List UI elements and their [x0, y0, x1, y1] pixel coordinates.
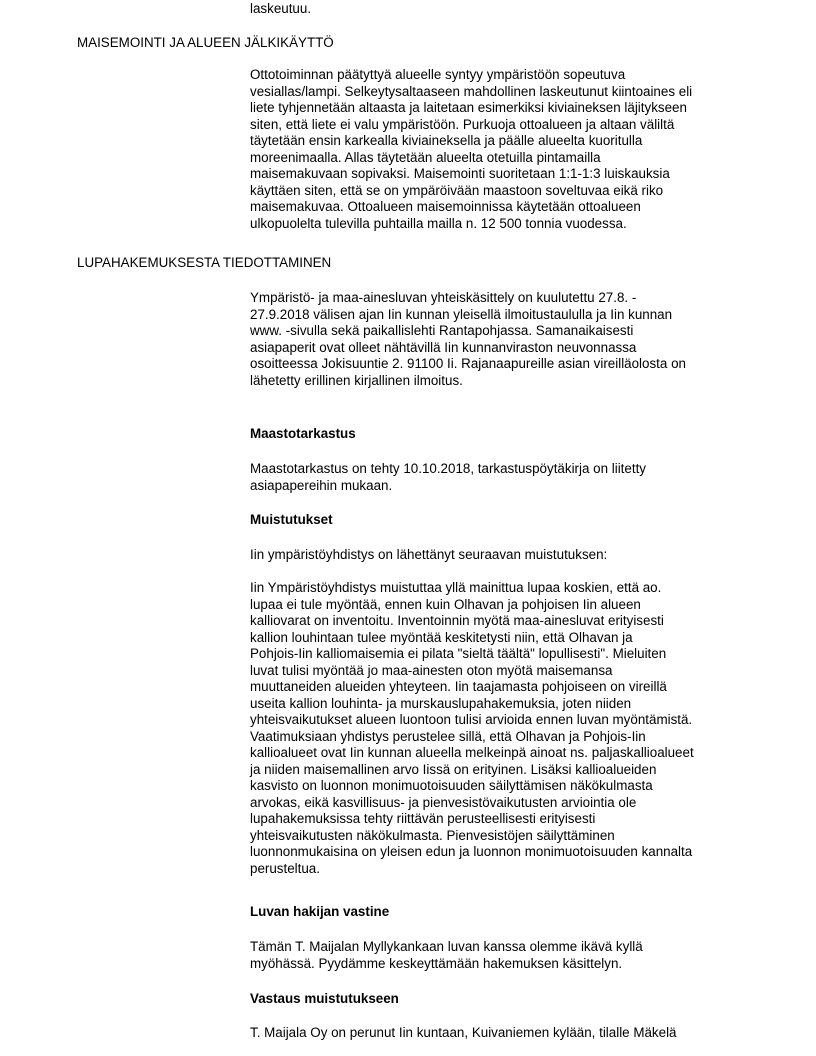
vastine-paragraph — [250, 939, 750, 972]
paragraph-line: siten, että liete ei valu ympäristöön. Purkuoja ottoalueen ja altaan väliltä — [250, 116, 675, 132]
paragraph-line: luonnonmukaisina on yleisen edun ja luonnon monimuotoisuuden kannalta — [250, 844, 693, 859]
paragraph-line: yhteisvaikutukset alueen luontoon tulisi arvioida ennen luvan myöntämistä. — [250, 712, 693, 727]
paragraph-line: yhteisvaikutusten näkökulmasta. Pienvesistöjen säilyttäminen — [250, 827, 615, 843]
paragraph-line: käyttäen siten, että se on ympäröivään maastoon soveltuvaa eikä riko — [250, 182, 664, 198]
paragraph-line: lähetetty erillinen kirjallinen ilmoitus. — [250, 372, 463, 388]
paragraph-line: Pohjois-Iin kalliomaisemia ei pilata "sieltä täältä" lopullisesti". Mieluiten — [250, 646, 667, 661]
section-heading-maisemointi: MAISEMOINTI JA ALUEEN JÄLKIKÄYTTÖ — [77, 35, 334, 50]
subheading-vastaus: Vastaus muistutukseen — [250, 991, 399, 1006]
paragraph-line: Ympäristö- ja maa-ainesluvan yhteiskäsittely on kuulutettu 27.8. - — [250, 290, 637, 305]
vastaus-paragraph — [250, 1025, 750, 1042]
paragraph-line: maisemakuvaan sopivaksi. Maisemointi suoritetaan 1:1-1:3 luiskauksia — [250, 166, 670, 181]
maisemointi-paragraph — [250, 67, 750, 232]
paragraph-line: vesiallas/lampi. Selkeytysaltaaseen mahdollinen laskeutunut kiintoaines eli — [250, 83, 693, 99]
paragraph-line: Tämän T. Maijalan Myllykankaan luvan kanssa olemme ikävä kyllä — [250, 939, 643, 954]
subheading-vastine: Luvan hakijan vastine — [250, 904, 390, 919]
paragraph-line: asiapaperit ovat olleet nähtävillä Iin kunnanviraston neuvonnassa — [250, 339, 637, 355]
paragraph-line: asiapapereihin mukaan. — [250, 477, 393, 493]
subheading-maastotarkastus: Maastotarkastus — [250, 426, 356, 441]
continuation-text: laskeutuu. — [250, 1, 312, 16]
paragraph-line: luvat tulisi myöntää jo maa-ainesten oton myötä maisemansa — [250, 662, 613, 678]
paragraph-line: osoitteessa Jokisuuntie 2. 91100 Ii. Rajanaapureille asian vireilläolosta on — [250, 356, 686, 371]
muistutukset-intro: Iin ympäristöyhdistys on lähettänyt seuraavan muistutuksen: — [250, 547, 608, 562]
paragraph-line: arvokas, eikä kasvillisuus- ja pienvesistövaikutusten arviointia ole — [250, 794, 637, 810]
paragraph-line: maisemakuvaa. Ottoalueen maisemoinnissa käytetään ottoalueen — [250, 199, 641, 214]
paragraph-line: kallion louhintaan tulee myöntää keskitetysti niin, että Olhavan ja — [250, 629, 633, 645]
paragraph-line: Maastotarkastus on tehty 10.10.2018, tarkastuspöytäkirja on liitetty — [250, 461, 646, 476]
section-heading-tiedottaminen: LUPAHAKEMUKSESTA TIEDOTTAMINEN — [77, 255, 332, 270]
paragraph-line: kasvisto on luonnon monimuotoisuuden säilyttämisen näkökulmasta — [250, 778, 653, 793]
paragraph-line: moreenimaalla. Allas täytetään alueelta otetuilla pintamailla — [250, 149, 601, 165]
paragraph-line: T. Maijala Oy on perunut Iin kuntaan, Kuivaniemen kylään, tilalle Mäkelä — [250, 1025, 677, 1040]
paragraph-line: lupahakemuksissa tehty riittävän perusteellisesti erityisesti — [250, 811, 596, 826]
subheading-muistutukset: Muistutukset — [250, 512, 333, 527]
paragraph-line: Iin Ympäristöyhdistys muistuttaa yllä mainittua lupaa koskien, että ao. — [250, 580, 662, 595]
paragraph-line: 27.9.2018 välisen ajan Iin kunnan yleisellä ilmoitustaululla ja Iin kunnan — [250, 306, 673, 322]
paragraph-line: Ottotoiminnan päätyttyä alueelle syntyy ympäristöön sopeutuva — [250, 67, 626, 82]
maastotarkastus-paragraph — [250, 461, 750, 494]
paragraph-line: Vaatimuksiaan yhdistys perustelee sillä, että Olhavan ja Pohjois-Iin — [250, 728, 646, 744]
tiedottaminen-paragraph — [250, 290, 750, 389]
paragraph-line: muuttaneiden alueiden yhteyteen. Iin taajamasta pohjoiseen on vireillä — [250, 679, 667, 694]
muistutukset-paragraph — [250, 580, 750, 877]
paragraph-line: kalliovarat on inventoitu. Inventoinnin myötä maa-ainesluvat erityisesti — [250, 613, 664, 628]
paragraph-line: lupaa ei tule myöntää, ennen kuin Olhavan ja pohjoisen Iin alueen — [250, 596, 641, 612]
paragraph-line: www. -sivulla sekä paikallislehti Rantapohjassa. Samanaikaisesti — [250, 323, 634, 338]
paragraph-line: ja niiden maisemallinen arvo Iissä on erityinen. Lisäksi kallioalueiden — [250, 761, 657, 777]
paragraph-line: myöhässä. Pyydämme keskeyttämään hakemuksen käsittelyn. — [250, 955, 623, 971]
paragraph-line: liete tyhjennetään altaasta ja laitetaan esimerkiksi kiviaineksen läjitykseen — [250, 100, 687, 115]
paragraph-line: useita kallion louhinta- ja murskauslupahakemuksia, joten niiden — [250, 695, 632, 711]
paragraph-line: ulkopuolelta tulevilla puhtailla mailla n. 12 500 tonnia vuodessa. — [250, 215, 627, 231]
paragraph-line: kallioalueet ovat Iin kunnan alueella melkeinpä ainoat ns. paljaskallioalueet — [250, 745, 694, 760]
paragraph-line: täytetään ensin karkealla kiviaineksella ja päälle alueelta kuoritulla — [250, 133, 643, 148]
paragraph-line: perusteltua. — [250, 860, 320, 876]
